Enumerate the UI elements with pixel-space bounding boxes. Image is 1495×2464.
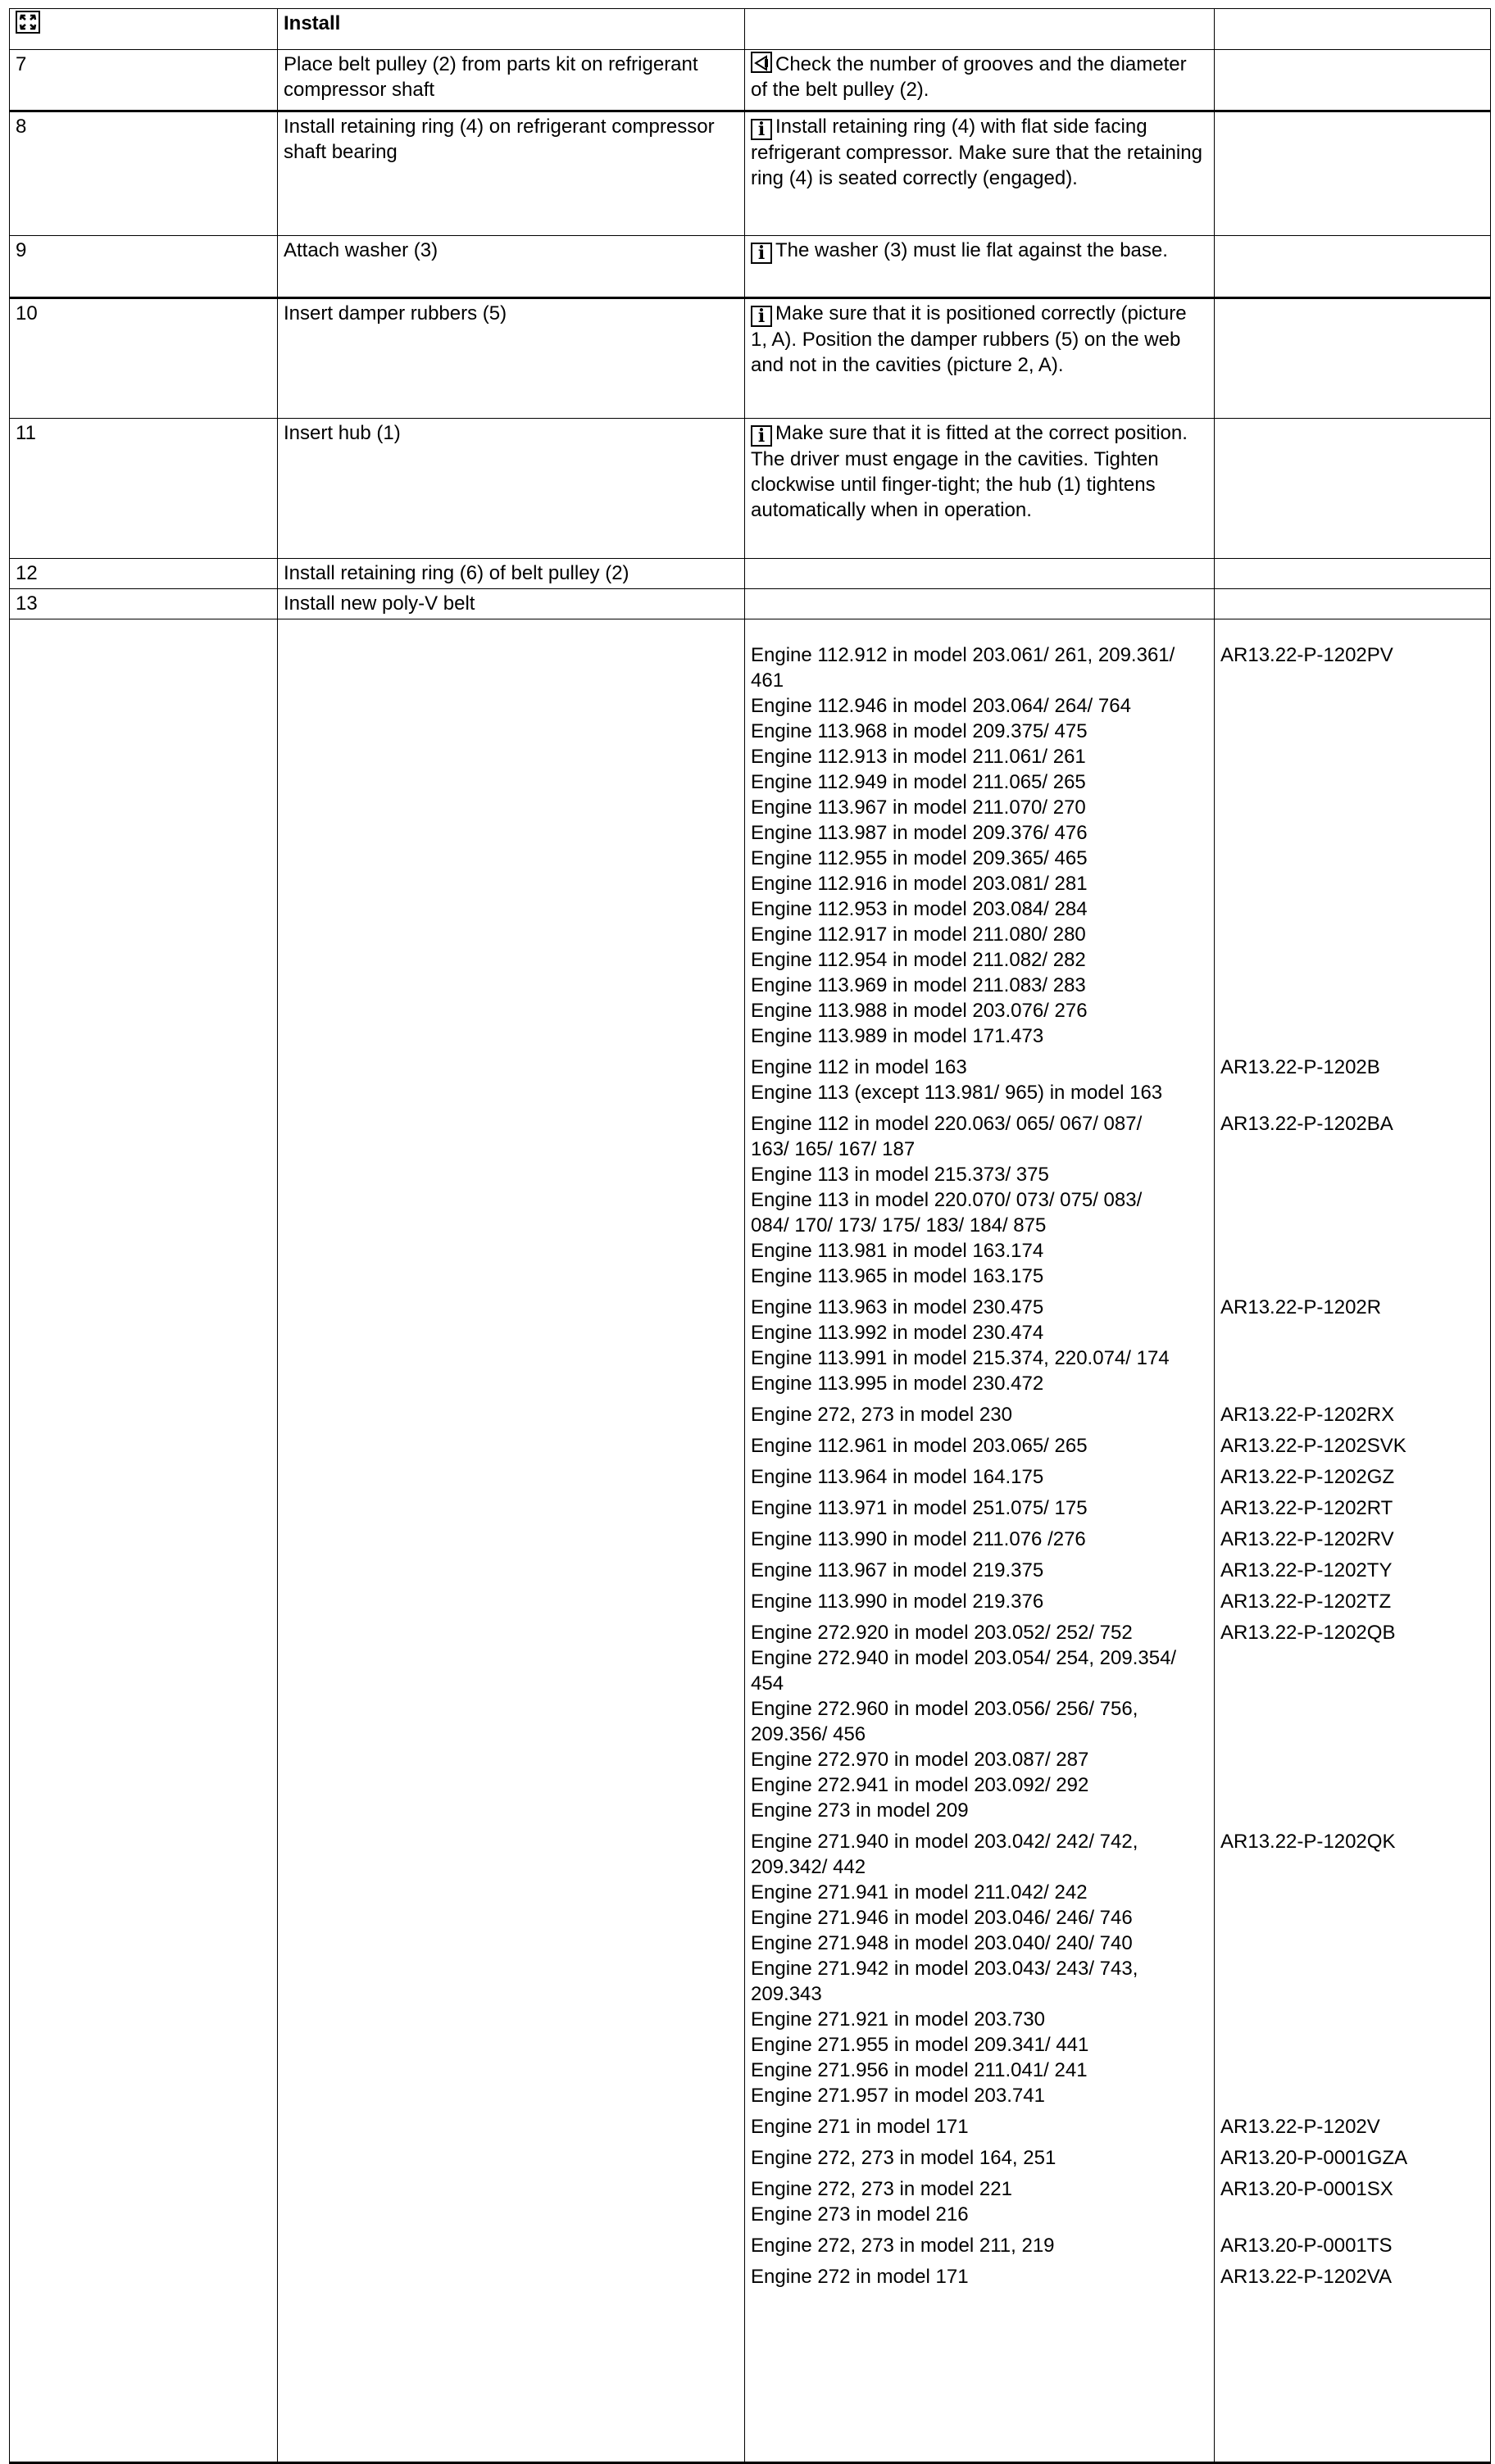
empty-cell	[1215, 559, 1491, 589]
note-text: The washer (3) must lie flat against the base.	[775, 239, 1168, 261]
engine-model-line: Engine 113.967 in model 219.375	[751, 1559, 1044, 1581]
reference-group	[1220, 2264, 1484, 2289]
reference-group	[1220, 1111, 1484, 1289]
step-action: Install new poly-V belt	[278, 589, 745, 619]
engine-group	[751, 1620, 1208, 1823]
empty-cell	[745, 9, 1215, 50]
engine-model-line: Engine 112.946 in model 203.064/ 264/ 764	[751, 695, 1131, 717]
reference-group	[1220, 1433, 1484, 1459]
reference-group	[1220, 1402, 1484, 1427]
empty-cell	[1215, 9, 1491, 50]
engine-model-line: Engine 113.969 in model 211.083/ 283	[751, 974, 1086, 996]
engine-group	[751, 2233, 1208, 2258]
job-reference-link[interactable]: AR13.22-P-1202QB	[1220, 1622, 1396, 1644]
engine-model-line: Engine 272.940 in model 203.054/ 254, 209.354/ 454	[751, 1647, 1177, 1695]
engine-model-line: Engine 271.955 in model 209.341/ 441	[751, 2034, 1089, 2056]
reference-group	[1220, 642, 1484, 1049]
engine-group	[751, 642, 1208, 1049]
step-number: 11	[10, 419, 278, 559]
step-row	[10, 236, 1491, 298]
engine-model-line: Engine 271.956 in model 211.041/ 241	[751, 2059, 1088, 2081]
engine-model-line: Engine 272 in model 171	[751, 2266, 969, 2288]
step-number: 8	[10, 111, 278, 236]
job-reference-link[interactable]: AR13.22-P-1202RT	[1220, 1497, 1393, 1519]
engine-model-line: Engine 112.949 in model 211.065/ 265	[751, 771, 1086, 793]
engine-model-line: Engine 113.995 in model 230.472	[751, 1373, 1044, 1395]
reference-group	[1220, 2114, 1484, 2140]
engine-model-line: Engine 113.963 in model 230.475	[751, 1296, 1044, 1318]
info-icon: i	[751, 119, 772, 140]
engine-model-line: Engine 112.961 in model 203.065/ 265	[751, 1435, 1088, 1457]
job-reference-link[interactable]: AR13.22-P-1202B	[1220, 1056, 1380, 1078]
empty-cell	[1215, 419, 1491, 559]
engine-model-line: Engine 113.964 in model 164.175	[751, 1466, 1044, 1488]
job-reference-link[interactable]: AR13.22-P-1202R	[1220, 1296, 1382, 1318]
step-row	[10, 111, 1491, 236]
job-reference-link[interactable]: AR13.22-P-1202TY	[1220, 1559, 1393, 1581]
job-reference-link[interactable]: AR13.22-P-1202QK	[1220, 1831, 1396, 1853]
engine-model-line: Engine 272, 273 in model 221	[751, 2178, 1012, 2200]
engine-group	[751, 2114, 1208, 2140]
job-reference-link[interactable]: AR13.20-P-0001TS	[1220, 2235, 1393, 2257]
engine-model-line: Engine 272, 273 in model 164, 251	[751, 2147, 1056, 2169]
reference-group	[1220, 1829, 1484, 2108]
reference-list	[1215, 619, 1491, 2463]
engine-model-line: Engine 271.941 in model 211.042/ 242	[751, 1881, 1088, 1904]
engine-group	[751, 2264, 1208, 2289]
step-action: Insert hub (1)	[278, 419, 745, 559]
engine-model-line: Engine 113.988 in model 203.076/ 276	[751, 1000, 1088, 1022]
step-row	[10, 298, 1491, 419]
engine-model-line: Engine 113.990 in model 219.376	[751, 1590, 1044, 1613]
note-text: Install retaining ring (4) with flat side facing refrigerant compressor. Make sure that the retaining ring (4) is seated correctly (engaged).	[751, 116, 1202, 189]
engine-model-line: Engine 272.941 in model 203.092/ 292	[751, 1774, 1089, 1796]
engine-group	[751, 1589, 1208, 1614]
reference-group	[1220, 1527, 1484, 1552]
engine-model-line: Engine 271.940 in model 203.042/ 242/ 742, 209.342/ 442	[751, 1831, 1138, 1878]
engine-group	[751, 1558, 1208, 1583]
install-procedure-table	[9, 8, 1491, 2464]
step-note	[745, 236, 1215, 298]
engine-model-line: Engine 113.965 in model 163.175	[751, 1265, 1044, 1287]
reference-group	[1220, 2176, 1484, 2227]
job-reference-link[interactable]: AR13.22-P-1202TZ	[1220, 1590, 1392, 1613]
empty-cell	[1215, 589, 1491, 619]
engine-model-line: 084/ 170/ 173/ 175/ 183/ 184/ 875	[751, 1214, 1047, 1237]
job-reference-link[interactable]: AR13.22-P-1202SVK	[1220, 1435, 1406, 1457]
step-row	[10, 589, 1491, 619]
reference-group	[1220, 2145, 1484, 2171]
engine-model-line: Engine 113.987 in model 209.376/ 476	[751, 822, 1088, 844]
step-note	[745, 111, 1215, 236]
reference-group	[1220, 1589, 1484, 1614]
engine-group	[751, 1111, 1208, 1289]
empty-cell	[1215, 111, 1491, 236]
engine-model-line: Engine 112.913 in model 211.061/ 261	[751, 746, 1086, 768]
note-text: Make sure that it is positioned correctly (picture 1, A). Position the damper rubbers (5) on the web and not in the cavities (picture 2, A).	[751, 302, 1187, 376]
engine-group	[751, 1402, 1208, 1427]
engine-model-line: Engine 113.990 in model 211.076 /276	[751, 1528, 1086, 1550]
engine-model-line: 163/ 165/ 167/ 187	[751, 1138, 916, 1160]
step-number: 10	[10, 298, 278, 419]
engine-model-line: Engine 272.920 in model 203.052/ 252/ 752	[751, 1622, 1133, 1644]
step-action: Install retaining ring (4) on refrigerant compressor shaft bearing	[278, 111, 745, 236]
note-text: Make sure that it is fitted at the correct position. The driver must engage in the cavities. Tighten clockwise until finger-tight; the hub (1) tightens automatically when in operation.	[751, 422, 1188, 521]
engine-model-line: Engine 112 in model 163	[751, 1056, 967, 1078]
step-note	[745, 298, 1215, 419]
step-action: Insert damper rubbers (5)	[278, 298, 745, 419]
section-title: Install	[278, 9, 745, 50]
step-note	[745, 589, 1215, 619]
info-icon: i	[751, 425, 772, 447]
engine-group	[751, 1295, 1208, 1396]
job-reference-link[interactable]: AR13.20-P-0001GZA	[1220, 2147, 1408, 2169]
engine-model-line: Engine 271.957 in model 203.741	[751, 2085, 1045, 2107]
reference-group	[1220, 1495, 1484, 1521]
job-reference-link[interactable]: AR13.22-P-1202RV	[1220, 1528, 1394, 1550]
engine-model-line: Engine 272, 273 in model 211, 219	[751, 2235, 1055, 2257]
step-note	[745, 419, 1215, 559]
belt-applicability-row	[10, 619, 1491, 2463]
collapse-arrows-icon[interactable]	[16, 11, 40, 34]
engine-model-line: Engine 271.948 in model 203.040/ 240/ 740	[751, 1932, 1133, 1954]
step-number: 9	[10, 236, 278, 298]
engine-group	[751, 1055, 1208, 1105]
engine-model-line: Engine 113.992 in model 230.474	[751, 1322, 1044, 1344]
step-row	[10, 419, 1491, 559]
reference-group	[1220, 1055, 1484, 1105]
engine-model-line: Engine 112.954 in model 211.082/ 282	[751, 949, 1086, 971]
engine-group	[751, 1527, 1208, 1552]
engine-model-line: Engine 113.971 in model 251.075/ 175	[751, 1497, 1088, 1519]
job-reference-link[interactable]: AR13.22-P-1202VA	[1220, 2266, 1393, 2288]
engine-model-line: Engine 112.917 in model 211.080/ 280	[751, 923, 1086, 946]
job-reference-link[interactable]: AR13.20-P-0001SX	[1220, 2178, 1393, 2200]
job-reference-link[interactable]: AR13.22-P-1202BA	[1220, 1113, 1393, 1135]
engine-model-line: Engine 113.991 in model 215.374, 220.074/ 174	[751, 1347, 1170, 1369]
engine-model-line: Engine 112.916 in model 203.081/ 281	[751, 873, 1088, 895]
engine-model-line: Engine 273 in model 216	[751, 2203, 969, 2226]
step-number: 12	[10, 559, 278, 589]
engine-model-line: Engine 272.960 in model 203.056/ 256/ 756, 209.356/ 456	[751, 1698, 1138, 1745]
engine-model-line: Engine 113 in model 220.070/ 073/ 075/ 083/	[751, 1189, 1143, 1211]
job-reference-link[interactable]: AR13.22-P-1202V	[1220, 2116, 1380, 2138]
empty-cell	[10, 619, 278, 2463]
engine-model-line: Engine 113.989 in model 171.473	[751, 1025, 1044, 1047]
reference-group	[1220, 1620, 1484, 1823]
info-icon: i	[751, 243, 772, 264]
engine-model-line: Engine 112 in model 220.063/ 065/ 067/ 087/	[751, 1113, 1143, 1135]
engine-model-line: Engine 113.968 in model 209.375/ 475	[751, 720, 1088, 742]
engine-model-line: Engine 273 in model 209	[751, 1799, 969, 1822]
engine-group	[751, 1495, 1208, 1521]
info-icon: i	[751, 306, 772, 327]
engine-model-line: Engine 271.942 in model 203.043/ 243/ 743, 209.343	[751, 1958, 1138, 2005]
engine-model-line: Engine 113.981 in model 163.174	[751, 1240, 1044, 1262]
engine-model-line: Engine 271.921 in model 203.730	[751, 2008, 1045, 2031]
empty-cell	[1215, 50, 1491, 111]
engine-model-line: Engine 271 in model 171	[751, 2116, 969, 2138]
empty-cell	[278, 619, 745, 2463]
reference-group	[1220, 1558, 1484, 1583]
header-icon-cell	[10, 9, 278, 50]
engine-model-line: Engine 113 in model 215.373/ 375	[751, 1164, 1049, 1186]
engine-group	[751, 1433, 1208, 1459]
engine-model-line: Engine 112.955 in model 209.365/ 465	[751, 847, 1088, 869]
job-reference-link[interactable]: AR13.22-P-1202PV	[1220, 644, 1393, 666]
section-header-row	[10, 9, 1491, 50]
engine-group	[751, 2145, 1208, 2171]
reference-group	[1220, 1464, 1484, 1490]
empty-cell	[1215, 236, 1491, 298]
step-row	[10, 559, 1491, 589]
engine-model-line: Engine 112.953 in model 203.084/ 284	[751, 898, 1088, 920]
step-action: Install retaining ring (6) of belt pulley (2)	[278, 559, 745, 589]
engine-group	[751, 2176, 1208, 2227]
engine-model-line: Engine 271.946 in model 203.046/ 246/ 746	[751, 1907, 1133, 1929]
engine-model-line: Engine 272.970 in model 203.087/ 287	[751, 1749, 1089, 1771]
engine-model-list	[745, 619, 1215, 2463]
step-note	[745, 559, 1215, 589]
engine-model-line: Engine 272, 273 in model 230	[751, 1404, 1012, 1426]
engine-group	[751, 1829, 1208, 2108]
check-notice-icon	[751, 52, 772, 73]
step-action: Attach washer (3)	[278, 236, 745, 298]
engine-group	[751, 1464, 1208, 1490]
reference-group	[1220, 2233, 1484, 2258]
empty-cell	[1215, 298, 1491, 419]
job-reference-link[interactable]: AR13.22-P-1202RX	[1220, 1404, 1395, 1426]
step-number: 13	[10, 589, 278, 619]
step-number: 7	[10, 50, 278, 111]
step-row	[10, 50, 1491, 111]
step-action: Place belt pulley (2) from parts kit on refrigerant compressor shaft	[278, 50, 745, 111]
engine-model-line: Engine 112.912 in model 203.061/ 261, 209.361/ 461	[751, 644, 1175, 692]
note-text: Check the number of grooves and the diameter of the belt pulley (2).	[751, 53, 1187, 101]
reference-group	[1220, 1295, 1484, 1396]
job-reference-link[interactable]: AR13.22-P-1202GZ	[1220, 1466, 1395, 1488]
step-note	[745, 50, 1215, 111]
engine-model-line: Engine 113 (except 113.981/ 965) in model 163	[751, 1082, 1163, 1104]
engine-model-line: Engine 113.967 in model 211.070/ 270	[751, 796, 1086, 819]
